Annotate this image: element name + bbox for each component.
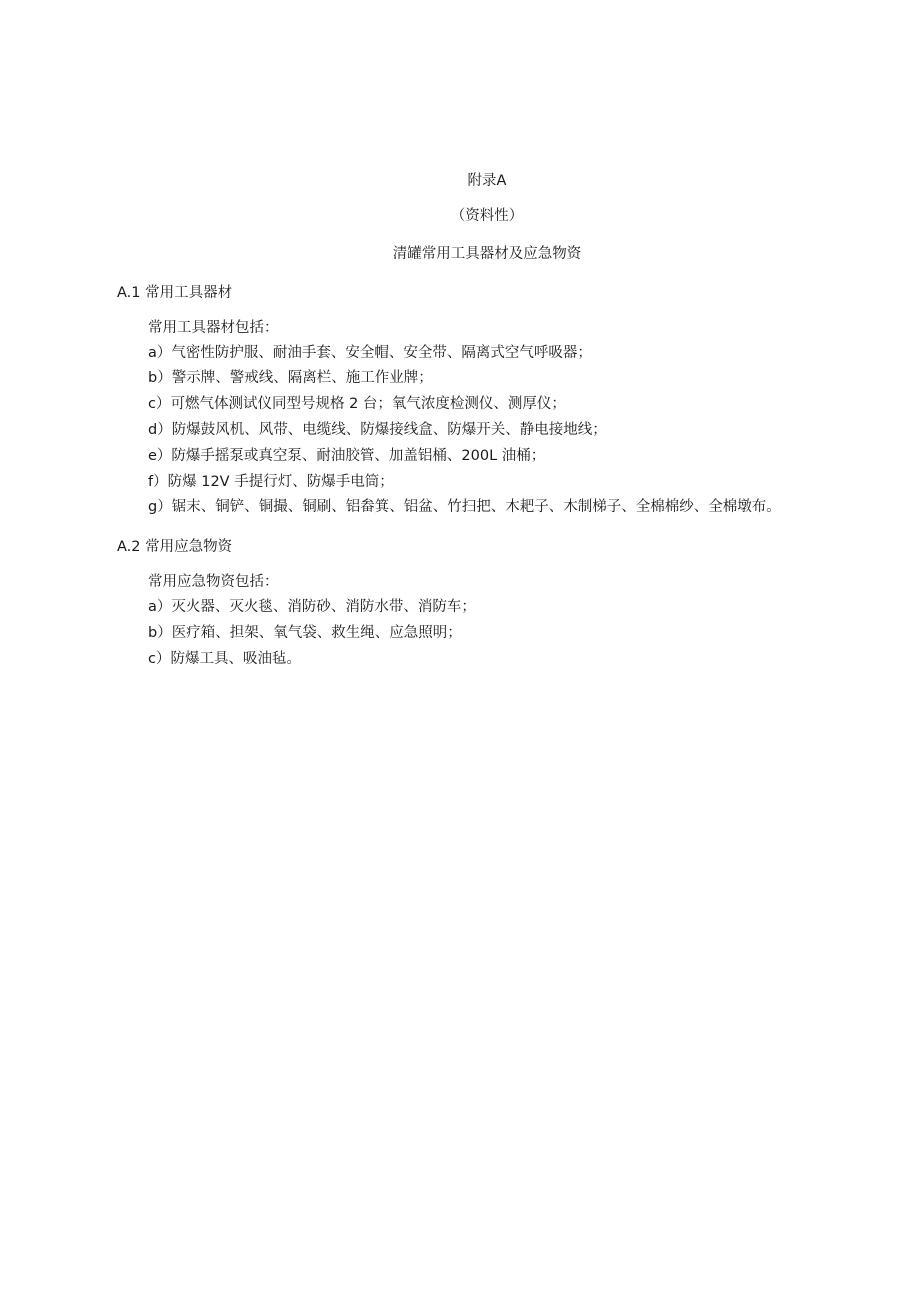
section-heading-a2: A.2 常用应急物资 xyxy=(117,539,233,555)
list-item: d）防爆鼓风机、风带、电缆线、防爆接线盒、防爆开关、静电接地线； xyxy=(148,422,607,438)
list-item: c）可燃气体测试仪同型号规格 2 台；氧气浓度检测仪、测厚仪； xyxy=(148,396,566,412)
section-heading-a1: A.1 常用工具器材 xyxy=(117,285,233,301)
list-item: e）防爆手摇泵或真空泵、耐油胶管、加盖铝桶、200L 油桶； xyxy=(148,448,546,464)
annex-heading: 清罐常用工具器材及应急物资 xyxy=(392,246,582,262)
list-item: a）气密性防护服、耐油手套、安全帽、安全带、隔离式空气呼吸器； xyxy=(148,345,592,361)
annex-title: 附录A xyxy=(467,173,507,189)
list-item: c）防爆工具、吸油毡。 xyxy=(148,651,301,667)
list-item: b）警示牌、警戒线、隔离栏、施工作业牌； xyxy=(148,370,433,386)
list-item: b）医疗箱、担架、氧气袋、救生绳、应急照明； xyxy=(148,625,462,641)
list-item: f）防爆 12V 手提行灯、防爆手电筒； xyxy=(148,474,394,490)
annex-type: （资料性） xyxy=(450,208,524,224)
section-intro-a2: 常用应急物资包括： xyxy=(148,574,279,590)
list-item: g）锯末、铜铲、铜撮、铜刷、铝畚箕、铝盆、竹扫把、木耙子、木制梯子、全棉棉纱、全棉墩布。 xyxy=(148,499,781,515)
list-item: a）灭火器、灭火毯、消防砂、消防水带、消防车； xyxy=(148,599,476,615)
section-intro-a1: 常用工具器材包括： xyxy=(148,320,279,336)
